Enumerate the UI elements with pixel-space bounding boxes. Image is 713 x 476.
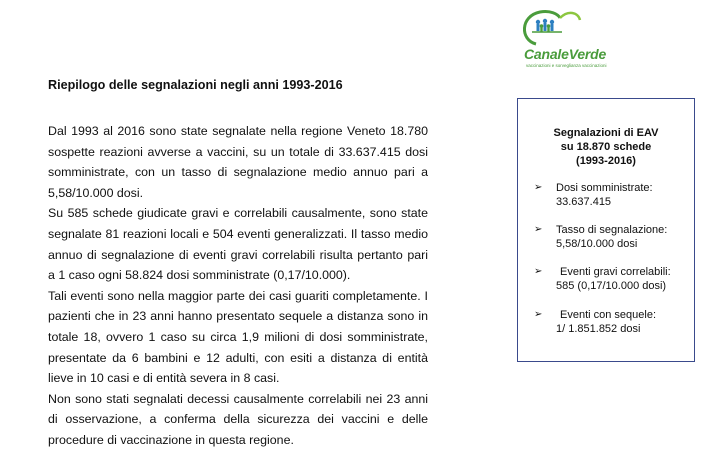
arrow-bullet-icon: ➢ (534, 266, 543, 277)
body-text (48, 121, 428, 451)
summary-item-label: Eventi gravi correlabili: (560, 266, 671, 278)
summary-item-rate (534, 223, 668, 251)
summary-item-doses (534, 181, 653, 209)
summary-item-label: Dosi somministrate: (556, 182, 653, 194)
summary-item-sequelae (534, 308, 657, 336)
canaleverde-logo (516, 6, 616, 70)
summary-item-label: Tasso di segnalazione: (556, 224, 668, 236)
summary-item-value: 33.637.415 (556, 196, 612, 208)
summary-box (517, 98, 695, 362)
page-heading: Riepilogo delle segnalazioni negli anni 1993-2016 (48, 78, 343, 92)
summary-item-label: Eventi con sequele: (560, 309, 657, 321)
paragraph: Non sono stati segnalati decessi causalmente correlabili nei 23 anni di osservazione, a conferma della sicurezza dei vaccini e delle procedure di vaccinazione in questa regione. (48, 391, 428, 447)
paragraph: Tali eventi sono nella maggior parte dei casi guariti completamente. I pazienti che in 23 anni hanno presentato sequele a distanza sono in totale 18, ovvero 1 caso su circa 1,9 milioni di dosi somministrate, presentate da 6 bambini e 12 adulti, con esiti a distanza di entità lieve in 10 casi e di entità severa in 8 casi. (48, 288, 428, 386)
summary-box-title (518, 126, 694, 168)
arrow-bullet-icon: ➢ (534, 309, 543, 320)
summary-title-line: Segnalazioni di EAV (553, 127, 659, 139)
arrow-bullet-icon: ➢ (534, 224, 543, 235)
summary-item-severe-events (534, 265, 671, 293)
summary-title-line: (1993-2016) (576, 155, 636, 167)
summary-item-value: 1/ 1.851.852 dosi (556, 323, 641, 335)
summary-item-value: 585 (0,17/10.000 dosi) (556, 280, 667, 292)
arrow-bullet-icon: ➢ (534, 182, 543, 193)
logo-tagline: vaccinazioni e sorveglianza vaccinazioni (526, 63, 607, 68)
logo-emblem-icon (516, 6, 586, 50)
summary-title-line: su 18.870 schede (560, 141, 652, 153)
paragraph: Dal 1993 al 2016 sono state segnalate nella regione Veneto 18.780 sospette reazioni avverse a vaccini, su un totale di 33.637.415 dosi somministrate, con un tasso di segnalazione medio annuo pari a 5,58/10.000 dosi. (48, 124, 428, 200)
paragraph: Su 585 schede giudicate gravi e correlabili causalmente, sono state segnalate 81 reazioni locali e 504 eventi generalizzati. Il tasso medio annuo di segnalazione di eventi gravi correlabili risulta pertanto pari a 1 caso ogni 58.824 dosi somministrate (0,17/10.000). (48, 206, 428, 283)
summary-item-value: 5,58/10.000 dosi (556, 238, 638, 250)
logo-wordmark: CanaleVerde (524, 46, 607, 62)
